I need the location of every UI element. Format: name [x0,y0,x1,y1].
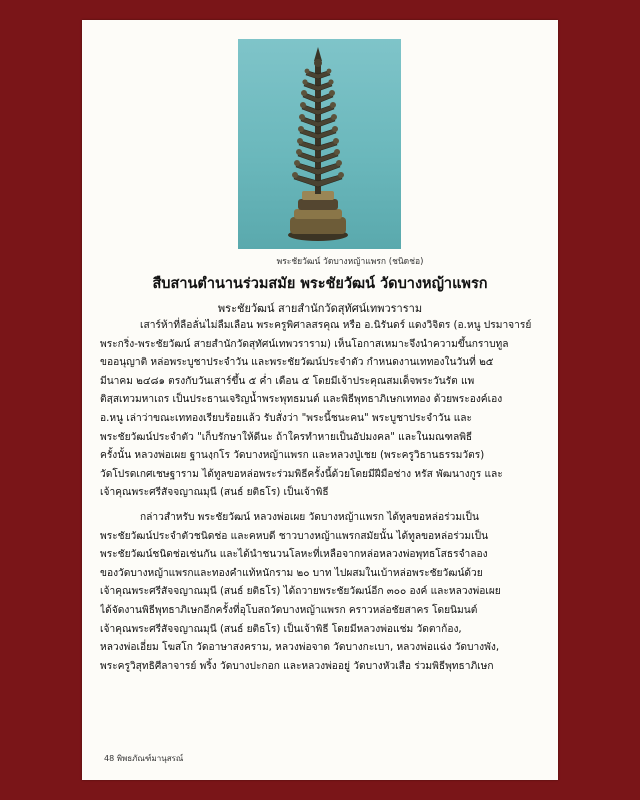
paragraph-line: ของวัดบางหญ้าแพรกและทองคำแท้หนักราม ๒๐ บาท ไปผสมในเบ้าหล่อพระชัยวัฒน์ด้วย [100,567,483,579]
paragraph-line: กล่าวสำหรับ พระชัยวัฒน์ หลวงพ่อเผย วัดบางหญ้าแพรก ได้ทูลขอหล่อร่วมเป็น [140,511,479,523]
paragraph-line: พระชัยวัฒน์ชนิดช่อเช่นกัน และได้นำชนวนโลหะที่เหลือจากหล่อหลวงพ่อพุทธโสธรจำลอง [100,549,488,561]
paragraph-line: เจ้าคุณพระศรีสัจจญาณมุนี (สนธ์ ยติธโร) เป็นเจ้าพิธี [100,487,329,499]
paragraph-line: พระกริ่ง-พระชัยวัฒน์ สายสำนักวัดสุทัศน์เทพวราราม) เห็นโอกาสเหมาะจึงนำความขึ้นกราบทูล [100,338,509,350]
amulet-photo [238,39,401,249]
paragraph-line: มีนาคม ๒๔๘๑ ตรงกับวันเสาร์ขึ้น ๕ ค่ำ เดือน ๕ โดยมีเจ้าประคุณสมเด็จพระวันรัต แพ [100,375,475,387]
paragraph-line: พระชัยวัฒน์ประจำตัว "เก็บรักษาให้ดีนะ ถ้าใครทำหายเป็นอัปมงคล" และในมณฑลพิธี [100,431,473,443]
page-footer: 48 พิพธภัณฑ์มานุสรณ์ [104,754,184,763]
paragraph-line: หลวงพ่อเอี่ยม โฆสโก วัดอาษาสงคราม, หลวงพ่อจาด วัดบางกะเบา, หลวงพ่อแฉ่ง วัดบางพัง, [100,642,500,654]
paragraph-line: ครั้งนั้น หลวงพ่อเผย ฐานงฺกโร วัดบางหญ้าแพรก และหลวงปู่เชย (พระครูวิธานธรรมวัตร) [100,450,485,462]
paragraph-line: ติสฺสเทวมหาเถร เป็นประธานเจริญน้ำพระพุทธมนต์ และพิธีพุทธาภิเษกเททอง ด้วยพระองค์เอง [100,394,503,406]
paragraph-line: ขออนุญาติ หล่อพระบูชาประจำวัน และพระชัยวัฒน์ประจำตัว กำหนดงานเททองในวันที่ ๒๕ [100,357,494,369]
amulet-image [238,39,401,249]
article-subtitle: พระชัยวัฒน์ สายสำนักวัดสุทัศน์เทพวราราม [217,302,423,315]
paragraph-line: พระครูวิสุทธิศีลาจารย์ พริ้ง วัดบางปะกอก และหลวงพ่ออยู่ วัดบางหัวเสือ ร่วมพิธีพุทธาภิเษก [100,660,494,672]
article-title: สืบสานตำนานร่วมสมัย พระชัยวัฒน์ วัดบางหญ้าแพรก [152,276,488,292]
photo-caption: พระชัยวัฒน์ วัดบางหญ้าแพรก (ชนิดช่อ) [276,257,424,267]
paragraph-line: เจ้าคุณพระศรีสัจจญาณมุนี (สนธ์ ยติธโร) เป็นเจ้าพิธี โดยมีหลวงพ่อแช่ม วัดตาก้อง, [100,623,462,635]
paragraph-line: เสาร์ห้าที่ลือลั่นไม่ลืมเลือน พระครูพิศาลสรคุณ หรือ อ.นิรันดร์ แดงวิจิตร (อ.หนู ปรมาจารย์ [140,320,532,331]
document-page [82,20,558,780]
paragraph-line: ได้จัดงานพิธีพุทธาภิเษกอีกครั้งที่อุโบสถวัดบางหญ้าแพรก คราวหล่อชัยสาคร โดยนิมนต์ [100,604,478,616]
paragraph-line: อ.หนู เล่าว่าขณะเททองเรียบร้อยแล้ว รับสั่งว่า "พระนี้ชนะคน" พระบูชาประจำวัน และ [100,412,473,424]
paragraph-line: เจ้าคุณพระศรีสัจจญาณมุนี (สนธ์ ยติธโร) ได้ถวายพระชัยวัฒน์อีก ๓๐๐ องค์ และหลวงพ่อเผย [100,586,501,598]
paragraph-line: วัดโปรดเกศเชษฐาราม ได้ทูลขอหล่อพระร่วมพิธีครั้งนี้ด้วยโดยมีฝีมือช่าง หรัส พัฒนางกูร และ [100,468,503,480]
article-body [100,317,544,676]
paragraph-line: พระชัยวัฒน์ประจำตัวชนิดช่อ และคหบดี ชาวบางหญ้าแพรกสมัยนั้น ได้ทูลขอหล่อร่วมเป็น [100,530,489,542]
